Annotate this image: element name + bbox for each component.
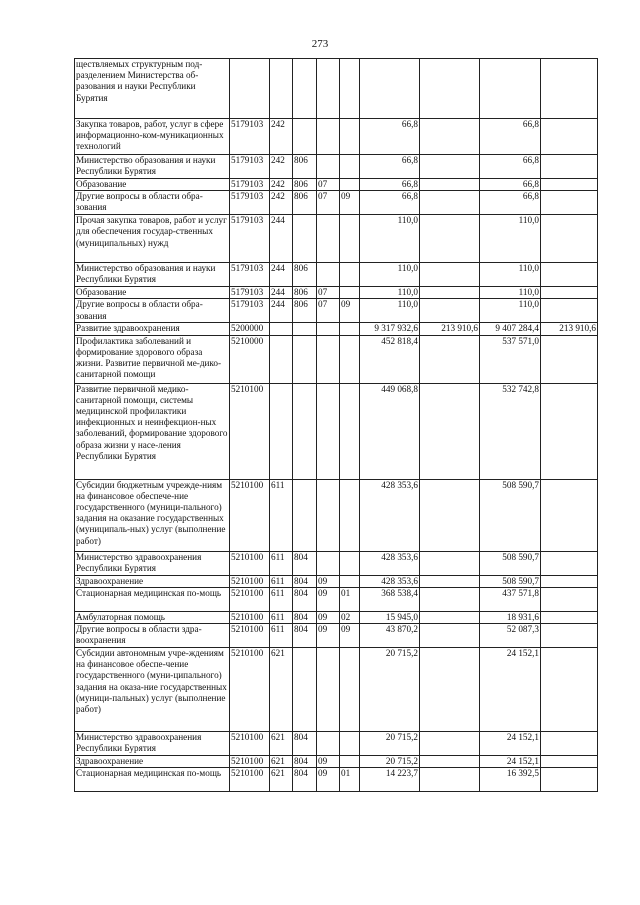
item-name-cell: ществляемых структурным под-разделением Министерства об-разования и науки Республики Бурятия — [75, 59, 230, 119]
item-name-cell: Другие вопросы в области здра-воохранения — [75, 624, 230, 648]
target-article-code-cell: 5179103 — [230, 287, 270, 299]
target-article-code-cell: 5179103 — [230, 155, 270, 179]
federal-amount-year2-cell — [541, 155, 598, 179]
item-name-cell: Амбулаторная помощь — [75, 611, 230, 623]
item-name-cell: Развитие первичной медико-санитарной помощи, системы медицинской профилактики инфекционных и неинфекцион-ных заболеваний, формирование здорового образа жизни у насе-ления Республики Бурятия — [75, 383, 230, 479]
amount-year1-cell — [360, 59, 420, 119]
item-name-cell: Стационарная медицинская по-мощь — [75, 768, 230, 792]
section-code-cell: 09 — [317, 624, 340, 648]
federal-amount-year2-cell — [541, 768, 598, 792]
subsection-code-cell — [340, 155, 360, 179]
section-code-cell — [317, 323, 340, 335]
federal-amount-year2-cell — [541, 119, 598, 155]
ministry-code-cell — [293, 323, 317, 335]
subsection-code-cell — [340, 263, 360, 287]
ministry-code-cell: 806 — [293, 155, 317, 179]
table-row — [75, 383, 598, 479]
target-article-code-cell: 5210100 — [230, 768, 270, 792]
section-code-cell — [317, 383, 340, 479]
federal-amount-year1-cell — [420, 299, 480, 323]
federal-amount-year1-cell — [420, 287, 480, 299]
table-row — [75, 551, 598, 575]
table-row — [75, 119, 598, 155]
amount-year1-cell: 110,0 — [360, 215, 420, 263]
expense-type-code-cell: 611 — [270, 611, 293, 623]
section-code-cell — [317, 263, 340, 287]
federal-amount-year1-cell — [420, 587, 480, 611]
amount-year1-cell: 428 353,6 — [360, 479, 420, 551]
table-row — [75, 59, 598, 119]
expense-type-code-cell: 242 — [270, 155, 293, 179]
table-row — [75, 648, 598, 732]
subsection-code-cell — [340, 551, 360, 575]
table-row — [75, 179, 598, 191]
ministry-code-cell: 804 — [293, 624, 317, 648]
expense-type-code-cell: 242 — [270, 119, 293, 155]
amount-year1-cell: 110,0 — [360, 299, 420, 323]
amount-year2-cell: 18 931,6 — [480, 611, 541, 623]
ministry-code-cell: 804 — [293, 587, 317, 611]
amount-year1-cell: 428 353,6 — [360, 575, 420, 587]
table-row — [75, 215, 598, 263]
expense-type-code-cell: 611 — [270, 624, 293, 648]
item-name-cell: Образование — [75, 179, 230, 191]
amount-year2-cell: 52 087,3 — [480, 624, 541, 648]
amount-year1-cell: 14 223,7 — [360, 768, 420, 792]
federal-amount-year1-cell — [420, 551, 480, 575]
section-code-cell — [317, 59, 340, 119]
amount-year2-cell: 66,8 — [480, 155, 541, 179]
budget-table — [74, 58, 598, 792]
table-row — [75, 768, 598, 792]
item-name-cell: Другие вопросы в области обра-зования — [75, 191, 230, 215]
subsection-code-cell — [340, 59, 360, 119]
item-name-cell: Министерство здравоохранения Республики Бурятия — [75, 732, 230, 756]
table-row — [75, 575, 598, 587]
section-code-cell: 09 — [317, 611, 340, 623]
expense-type-code-cell: 621 — [270, 756, 293, 768]
ministry-code-cell — [293, 383, 317, 479]
federal-amount-year2-cell — [541, 335, 598, 383]
target-article-code-cell: 5200000 — [230, 323, 270, 335]
section-code-cell — [317, 335, 340, 383]
amount-year2-cell: 16 392,5 — [480, 768, 541, 792]
federal-amount-year1-cell — [420, 768, 480, 792]
amount-year1-cell: 66,8 — [360, 179, 420, 191]
section-code-cell: 09 — [317, 768, 340, 792]
ministry-code-cell — [293, 479, 317, 551]
section-code-cell — [317, 215, 340, 263]
federal-amount-year1-cell — [420, 179, 480, 191]
item-name-cell: Министерство образования и науки Республики Бурятия — [75, 155, 230, 179]
section-code-cell — [317, 479, 340, 551]
section-code-cell: 07 — [317, 179, 340, 191]
expense-type-code-cell: 621 — [270, 768, 293, 792]
expense-type-code-cell: 242 — [270, 191, 293, 215]
ministry-code-cell: 806 — [293, 299, 317, 323]
subsection-code-cell — [340, 732, 360, 756]
ministry-code-cell — [293, 59, 317, 119]
section-code-cell: 09 — [317, 587, 340, 611]
subsection-code-cell: 09 — [340, 624, 360, 648]
expense-type-code-cell: 611 — [270, 587, 293, 611]
amount-year1-cell: 452 818,4 — [360, 335, 420, 383]
amount-year2-cell: 437 571,8 — [480, 587, 541, 611]
amount-year2-cell: 532 742,8 — [480, 383, 541, 479]
ministry-code-cell: 804 — [293, 768, 317, 792]
ministry-code-cell — [293, 648, 317, 732]
item-name-cell: Профилактика заболеваний и формирование здорового образа жизни. Развитие первичной ме-дико-санитарной помощи — [75, 335, 230, 383]
section-code-cell: 07 — [317, 287, 340, 299]
amount-year2-cell — [480, 59, 541, 119]
section-code-cell: 09 — [317, 756, 340, 768]
item-name-cell: Прочая закупка товаров, работ и услуг для обеспечения государ-ственных (муниципальных) нужд — [75, 215, 230, 263]
subsection-code-cell — [340, 179, 360, 191]
target-article-code-cell: 5179103 — [230, 191, 270, 215]
target-article-code-cell: 5210000 — [230, 335, 270, 383]
table-row — [75, 756, 598, 768]
federal-amount-year2-cell — [541, 179, 598, 191]
table-row — [75, 287, 598, 299]
federal-amount-year2-cell: 213 910,6 — [541, 323, 598, 335]
federal-amount-year2-cell — [541, 383, 598, 479]
ministry-code-cell: 806 — [293, 287, 317, 299]
subsection-code-cell: 09 — [340, 299, 360, 323]
federal-amount-year1-cell — [420, 383, 480, 479]
amount-year2-cell: 9 407 284,4 — [480, 323, 541, 335]
amount-year1-cell: 449 068,8 — [360, 383, 420, 479]
federal-amount-year1-cell — [420, 191, 480, 215]
target-article-code-cell: 5210100 — [230, 479, 270, 551]
item-name-cell: Здравоохранение — [75, 756, 230, 768]
target-article-code-cell: 5210100 — [230, 587, 270, 611]
ministry-code-cell — [293, 215, 317, 263]
amount-year2-cell: 537 571,0 — [480, 335, 541, 383]
table-row — [75, 263, 598, 287]
federal-amount-year2-cell — [541, 587, 598, 611]
item-name-cell: Министерство здравоохранения Республики Бурятия — [75, 551, 230, 575]
federal-amount-year2-cell — [541, 611, 598, 623]
federal-amount-year1-cell — [420, 335, 480, 383]
table-row — [75, 587, 598, 611]
subsection-code-cell — [340, 575, 360, 587]
federal-amount-year2-cell — [541, 732, 598, 756]
amount-year1-cell: 43 870,2 — [360, 624, 420, 648]
item-name-cell: Другие вопросы в области обра-зования — [75, 299, 230, 323]
subsection-code-cell — [340, 335, 360, 383]
subsection-code-cell — [340, 215, 360, 263]
target-article-code-cell: 5210100 — [230, 732, 270, 756]
expense-type-code-cell — [270, 383, 293, 479]
expense-type-code-cell — [270, 59, 293, 119]
amount-year1-cell: 66,8 — [360, 191, 420, 215]
target-article-code-cell: 5179103 — [230, 263, 270, 287]
federal-amount-year2-cell — [541, 551, 598, 575]
subsection-code-cell — [340, 119, 360, 155]
target-article-code-cell: 5179103 — [230, 215, 270, 263]
section-code-cell: 07 — [317, 191, 340, 215]
amount-year2-cell: 66,8 — [480, 119, 541, 155]
table-row — [75, 611, 598, 623]
federal-amount-year1-cell — [420, 624, 480, 648]
target-article-code-cell: 5210100 — [230, 756, 270, 768]
subsection-code-cell: 01 — [340, 768, 360, 792]
ministry-code-cell: 804 — [293, 611, 317, 623]
section-code-cell — [317, 551, 340, 575]
expense-type-code-cell: 244 — [270, 215, 293, 263]
section-code-cell — [317, 119, 340, 155]
federal-amount-year1-cell — [420, 756, 480, 768]
table-row — [75, 335, 598, 383]
target-article-code-cell: 5179103 — [230, 119, 270, 155]
expense-type-code-cell: 242 — [270, 179, 293, 191]
federal-amount-year1-cell: 213 910,6 — [420, 323, 480, 335]
target-article-code-cell: 5210100 — [230, 624, 270, 648]
federal-amount-year1-cell — [420, 59, 480, 119]
item-name-cell: Закупка товаров, работ, услуг в сфере информационно-ком-муникационных технологий — [75, 119, 230, 155]
federal-amount-year2-cell — [541, 287, 598, 299]
table-row — [75, 299, 598, 323]
table-row — [75, 323, 598, 335]
amount-year2-cell: 110,0 — [480, 263, 541, 287]
federal-amount-year2-cell — [541, 191, 598, 215]
expense-type-code-cell: 244 — [270, 299, 293, 323]
amount-year1-cell: 66,8 — [360, 119, 420, 155]
expense-type-code-cell: 244 — [270, 287, 293, 299]
federal-amount-year2-cell — [541, 215, 598, 263]
ministry-code-cell: 804 — [293, 575, 317, 587]
amount-year1-cell: 110,0 — [360, 263, 420, 287]
amount-year1-cell: 428 353,6 — [360, 551, 420, 575]
subsection-code-cell — [340, 648, 360, 732]
amount-year1-cell: 20 715,2 — [360, 732, 420, 756]
federal-amount-year1-cell — [420, 648, 480, 732]
federal-amount-year2-cell — [541, 756, 598, 768]
federal-amount-year1-cell — [420, 215, 480, 263]
expense-type-code-cell: 621 — [270, 732, 293, 756]
target-article-code-cell: 5210100 — [230, 611, 270, 623]
amount-year1-cell: 9 317 932,6 — [360, 323, 420, 335]
expense-type-code-cell: 244 — [270, 263, 293, 287]
table-row — [75, 624, 598, 648]
amount-year2-cell: 24 152,1 — [480, 648, 541, 732]
table-row — [75, 191, 598, 215]
table-row — [75, 479, 598, 551]
amount-year1-cell: 20 715,2 — [360, 756, 420, 768]
section-code-cell — [317, 732, 340, 756]
table-row — [75, 732, 598, 756]
federal-amount-year2-cell — [541, 263, 598, 287]
expense-type-code-cell: 611 — [270, 479, 293, 551]
amount-year2-cell: 110,0 — [480, 215, 541, 263]
federal-amount-year2-cell — [541, 575, 598, 587]
item-name-cell: Развитие здравоохранения — [75, 323, 230, 335]
section-code-cell — [317, 648, 340, 732]
federal-amount-year1-cell — [420, 732, 480, 756]
ministry-code-cell: 806 — [293, 191, 317, 215]
federal-amount-year2-cell — [541, 299, 598, 323]
amount-year2-cell: 508 590,7 — [480, 479, 541, 551]
target-article-code-cell: 5210100 — [230, 383, 270, 479]
subsection-code-cell — [340, 323, 360, 335]
amount-year2-cell: 110,0 — [480, 287, 541, 299]
target-article-code-cell — [230, 59, 270, 119]
amount-year1-cell: 66,8 — [360, 155, 420, 179]
ministry-code-cell: 806 — [293, 179, 317, 191]
expense-type-code-cell — [270, 323, 293, 335]
item-name-cell: Образование — [75, 287, 230, 299]
ministry-code-cell — [293, 335, 317, 383]
target-article-code-cell: 5179103 — [230, 299, 270, 323]
target-article-code-cell: 5210100 — [230, 551, 270, 575]
ministry-code-cell: 804 — [293, 732, 317, 756]
amount-year2-cell: 508 590,7 — [480, 551, 541, 575]
ministry-code-cell: 804 — [293, 551, 317, 575]
expense-type-code-cell: 611 — [270, 551, 293, 575]
federal-amount-year2-cell — [541, 479, 598, 551]
federal-amount-year1-cell — [420, 479, 480, 551]
expense-type-code-cell: 621 — [270, 648, 293, 732]
target-article-code-cell: 5210100 — [230, 575, 270, 587]
subsection-code-cell: 01 — [340, 587, 360, 611]
subsection-code-cell — [340, 383, 360, 479]
federal-amount-year2-cell — [541, 648, 598, 732]
federal-amount-year1-cell — [420, 611, 480, 623]
ministry-code-cell: 804 — [293, 756, 317, 768]
ministry-code-cell — [293, 119, 317, 155]
federal-amount-year2-cell — [541, 624, 598, 648]
section-code-cell — [317, 155, 340, 179]
amount-year1-cell: 368 538,4 — [360, 587, 420, 611]
federal-amount-year2-cell — [541, 59, 598, 119]
target-article-code-cell: 5210100 — [230, 648, 270, 732]
amount-year2-cell: 24 152,1 — [480, 732, 541, 756]
item-name-cell: Здравоохранение — [75, 575, 230, 587]
amount-year2-cell: 24 152,1 — [480, 756, 541, 768]
amount-year2-cell: 508 590,7 — [480, 575, 541, 587]
amount-year1-cell: 110,0 — [360, 287, 420, 299]
table-body — [75, 59, 598, 792]
subsection-code-cell: 09 — [340, 191, 360, 215]
table-row — [75, 155, 598, 179]
item-name-cell: Субсидии бюджетным учрежде-ниям на финансовое обеспече-ние государственного (муници-пального) задания на оказание государственных (муниципаль-ных) услуг (выполнение работ) — [75, 479, 230, 551]
target-article-code-cell: 5179103 — [230, 179, 270, 191]
federal-amount-year1-cell — [420, 263, 480, 287]
subsection-code-cell — [340, 287, 360, 299]
subsection-code-cell — [340, 479, 360, 551]
amount-year2-cell: 66,8 — [480, 179, 541, 191]
section-code-cell: 09 — [317, 575, 340, 587]
federal-amount-year1-cell — [420, 119, 480, 155]
section-code-cell: 07 — [317, 299, 340, 323]
item-name-cell: Министерство образования и науки Республики Бурятия — [75, 263, 230, 287]
subsection-code-cell: 02 — [340, 611, 360, 623]
amount-year1-cell: 15 945,0 — [360, 611, 420, 623]
subsection-code-cell — [340, 756, 360, 768]
amount-year2-cell: 110,0 — [480, 299, 541, 323]
expense-type-code-cell: 611 — [270, 575, 293, 587]
amount-year2-cell: 66,8 — [480, 191, 541, 215]
ministry-code-cell: 806 — [293, 263, 317, 287]
amount-year1-cell: 20 715,2 — [360, 648, 420, 732]
item-name-cell: Субсидии автономным учре-ждениям на финансовое обеспе-чение государственного (муни-ципального) задания на оказа-ние государственных (муници-пальных) услуг (выполнение работ) — [75, 648, 230, 732]
page-number: 273 — [311, 38, 329, 50]
federal-amount-year1-cell — [420, 155, 480, 179]
federal-amount-year1-cell — [420, 575, 480, 587]
item-name-cell: Стационарная медицинская по-мощь — [75, 587, 230, 611]
expense-type-code-cell — [270, 335, 293, 383]
